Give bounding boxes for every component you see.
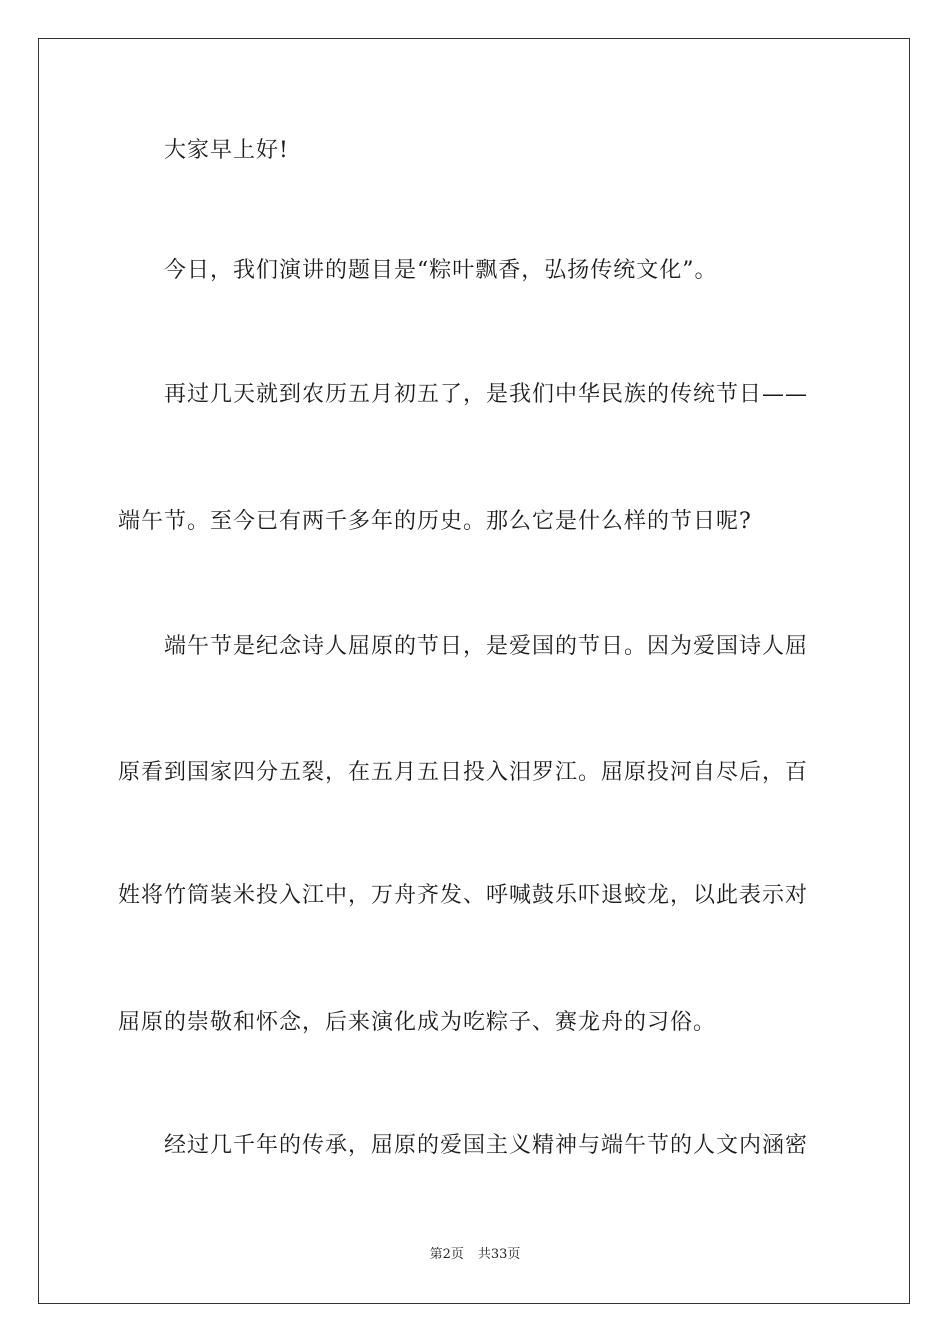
- paragraph-line: 再过几天就到农历五月初五了，是我们中华民族的传统节日——: [164, 382, 809, 407]
- paragraph-line: 经过几千年的传承，屈原的爱国主义精神与端午节的人文内涵密: [164, 1133, 809, 1158]
- speech-title-line: 今日，我们演讲的题目是“粽叶飘香，弘扬传统文化”。: [164, 258, 718, 283]
- page-footer: [0, 1246, 950, 1264]
- greeting-line: 大家早上好!: [164, 138, 289, 163]
- page-total: 共33页: [477, 1247, 521, 1262]
- paragraph-line: 原看到国家四分五裂，在五月五日投入汨罗江。屈原投河自尽后，百: [118, 760, 809, 785]
- page-border: [38, 38, 910, 1304]
- paragraph-line: 端午节。至今已有两千多年的历史。那么它是什么样的节日呢?: [118, 509, 752, 534]
- paragraph-line: 姓将竹筒装米投入江中，万舟齐发、呼喊鼓乐吓退蛟龙，以此表示对: [118, 883, 809, 908]
- paragraph-line: 端午节是纪念诗人屈原的节日，是爱国的节日。因为爱国诗人屈: [164, 634, 809, 659]
- paragraph-line: 屈原的崇敬和怀念，后来演化成为吃粽子、赛龙舟的习俗。: [118, 1010, 717, 1035]
- page-number: 第2页: [429, 1247, 464, 1262]
